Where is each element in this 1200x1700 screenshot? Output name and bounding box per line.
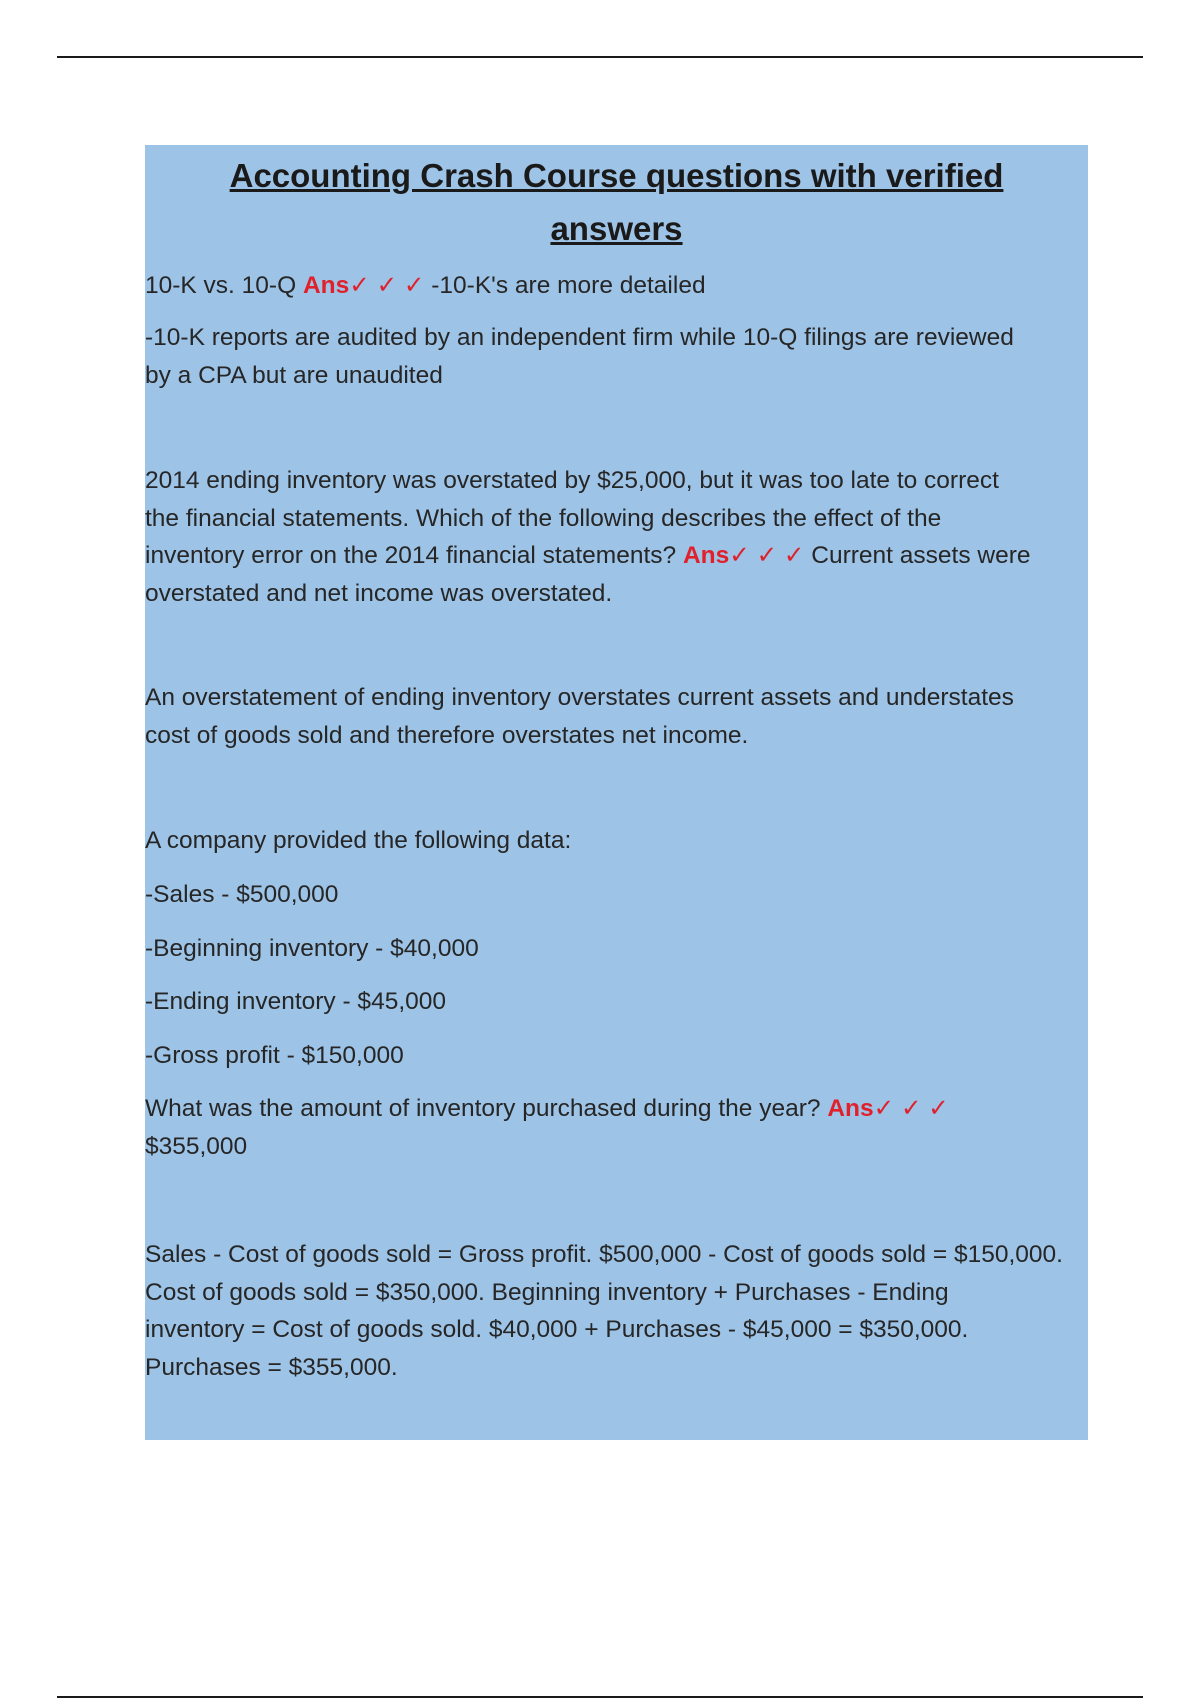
q1-question-text: 10-K vs. 10-Q bbox=[145, 272, 303, 299]
q1-detail bbox=[145, 319, 1085, 394]
q3-question-line bbox=[145, 1090, 1085, 1128]
q2-answer-line: overstated and net income was overstated. bbox=[145, 579, 613, 607]
q3-question bbox=[145, 1090, 1085, 1165]
answer-label: Ans bbox=[827, 1095, 874, 1122]
q3-intro: A company provided the following data: bbox=[145, 827, 572, 854]
q1-question bbox=[145, 267, 1085, 305]
title-line-1: Accounting Crash Course questions with verified bbox=[229, 157, 1004, 194]
header-rule bbox=[57, 56, 1143, 58]
q1-answer-text: -10-K's are more detailed bbox=[424, 272, 706, 299]
answer-label: Ans bbox=[302, 272, 350, 299]
content-panel bbox=[145, 145, 1088, 1440]
q3-explanation-line: inventory = Cost of goods sold. $40,000 + Purchases - $45,000 = $350,000. bbox=[145, 1316, 969, 1343]
q3-data-item: -Gross profit - $150,000 bbox=[145, 1042, 404, 1069]
title-line-2: answers bbox=[550, 210, 683, 247]
q2-question-line: the financial statements. Which of the following describes the effect of the bbox=[145, 504, 942, 532]
footer-rule bbox=[57, 1696, 1143, 1698]
q3-explanation-line: Sales - Cost of goods sold = Gross profit. $500,000 - Cost of goods sold = $150,000. bbox=[145, 1241, 1063, 1268]
answer-label: Ans bbox=[682, 542, 730, 569]
q3-explanation-line: Purchases = $355,000. bbox=[145, 1353, 398, 1381]
q3-answer: $355,000 bbox=[145, 1132, 248, 1160]
check-icon: ✓ ✓ ✓ bbox=[873, 1095, 949, 1122]
q3-question-text: What was the amount of inventory purchased during the year? bbox=[145, 1095, 828, 1122]
q2-explanation-line: An overstatement of ending inventory overstates current assets and understates bbox=[145, 684, 1014, 711]
q3-explanation bbox=[145, 1236, 1085, 1386]
q1-detail-line: -10-K reports are audited by an independent firm while 10-Q filings are reviewed bbox=[145, 324, 1014, 351]
q2-explanation-line: cost of goods sold and therefore overstates net income. bbox=[145, 721, 749, 749]
document-title bbox=[205, 149, 1028, 255]
q3-data-item: -Sales - $500,000 bbox=[145, 881, 339, 908]
q2-question-line: 2014 ending inventory was overstated by $25,000, but it was too late to correct bbox=[145, 467, 999, 494]
q3-data-item: -Beginning inventory - $40,000 bbox=[145, 935, 479, 962]
check-icon: ✓ ✓ ✓ bbox=[349, 272, 425, 299]
q2-explanation bbox=[145, 679, 1085, 754]
q2-question bbox=[145, 462, 1085, 612]
check-icon: ✓ ✓ ✓ bbox=[729, 542, 805, 569]
q3-explanation-line: Cost of goods sold = $350,000. Beginning inventory + Purchases - Ending bbox=[145, 1278, 949, 1306]
q2-question-tail: inventory error on the 2014 financial statements? bbox=[145, 542, 683, 569]
q3-data-item: -Ending inventory - $45,000 bbox=[145, 988, 446, 1015]
q1-detail-line: by a CPA but are unaudited bbox=[145, 361, 443, 389]
q2-answer-tail: Current assets were bbox=[804, 542, 1031, 569]
q2-question-answer-line bbox=[145, 537, 1085, 575]
